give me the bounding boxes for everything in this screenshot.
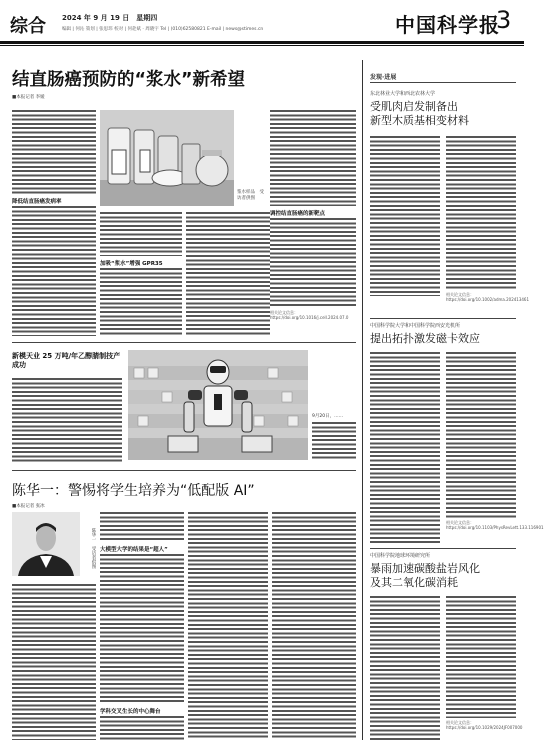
r3-title-line2: 及其二氧化碳消耗 — [370, 576, 458, 589]
interview-text-col1 — [12, 584, 96, 740]
right-section-label: 发现·进展 — [370, 74, 397, 81]
robot-photo-caption: 9月20日，…… — [312, 414, 344, 419]
interview-text-col4 — [272, 512, 356, 740]
main-subhead-3: 调控结直肠癌的新靶点 — [270, 211, 326, 217]
main-text-col2 — [100, 212, 182, 256]
r2-text-col1 — [370, 352, 440, 544]
interview-byline: ■本报记者 张冰 — [12, 504, 45, 509]
humanoid-robot-photo — [128, 350, 308, 460]
interview-text-col3 — [188, 512, 268, 740]
main-text-col4b — [270, 218, 356, 306]
r1-title-line1: 受肌肉启发制备出 — [370, 100, 458, 113]
header-rule — [0, 41, 524, 44]
column-divider — [362, 60, 363, 740]
r3-text-col2 — [446, 596, 516, 718]
r1-kicker: 东北林业大学和西北农林大学 — [370, 91, 436, 97]
staff-line: 编辑 | 何沁 策划 | 张思玮 校对 | 何赴斌 · 周晓宇 Tel | (010)62580821 E-mail | news@stimes.cn — [62, 27, 264, 32]
r2-url: 相关论文信息：https://doi.org/10.1103/PhysRevLett.133.116901 — [446, 520, 544, 530]
main-text-col3 — [186, 212, 270, 336]
interview-headline: 陈华一：警惕将学生培养为“低配版 AI” — [12, 483, 255, 499]
fermented-jars-photo — [100, 110, 234, 206]
right-rule-1 — [370, 318, 516, 319]
header-rule-thin — [0, 45, 524, 46]
r3-text-col1 — [370, 596, 440, 740]
right-rule-2 — [370, 548, 516, 549]
interview-subhead-2: 学科交叉生长的中心舞台 — [100, 709, 161, 715]
main-headline: 结直肠癌预防的“浆水”新希望 — [12, 70, 246, 90]
r3-kicker: 中国科学院地球环境研究所 — [370, 553, 431, 559]
interview-subhead-1: 大模型大学的结果是“超人” — [100, 547, 168, 553]
main-text-col4 — [270, 110, 356, 206]
masthead-logo: 中国科学报 — [395, 13, 500, 37]
section-name: 综合 — [10, 16, 46, 37]
main-text-col1 — [12, 110, 96, 194]
brief-text — [12, 378, 122, 464]
robot-caption-text — [312, 422, 356, 460]
issue-date: 2024 年 9 月 19 日 星期四 — [62, 14, 158, 22]
main-subhead-2: 加吸“浆水”增强 GPR35 — [100, 261, 163, 267]
interview-text-col2b — [100, 554, 184, 704]
r3-title-line1: 暴雨加速碳酸盐岩风化 — [370, 562, 480, 575]
right-label-rule — [370, 82, 516, 83]
brief-headline: 新模天业 25 万吨/年乙醇腈制技产成功 — [12, 352, 121, 369]
r1-text-col1 — [370, 136, 440, 296]
main-text-col2b — [100, 268, 182, 336]
main-subhead-1: 降低结直肠癌发病率 — [12, 199, 62, 205]
r2-title: 提出拓扑激发磁卡效应 — [370, 332, 480, 345]
main-byline: ■本报记者 李媛 — [12, 95, 45, 100]
interview-text-col2a — [100, 512, 184, 542]
r3-url: 相关论文信息：https://doi.org/10.1029/2024JF007000 — [446, 720, 523, 730]
r1-text-col2 — [446, 136, 516, 290]
page-number: 3 — [496, 6, 512, 34]
jars-photo-caption: 浆水样品 受访者供图 — [237, 190, 264, 201]
main-text-col1b — [12, 206, 96, 336]
page-header — [0, 0, 524, 46]
r1-url: 相关论文信息：https://doi.org/10.1002/adma.202413461 — [446, 292, 530, 302]
main-end-note: 相关论文信息：https://doi.org/10.1016/j.cell.2024.07.0 — [270, 310, 349, 320]
portrait-photo — [12, 512, 80, 576]
section-rule-1 — [12, 342, 356, 343]
r2-kicker: 中国科学院大学和中国科学院西安光机所 — [370, 323, 461, 329]
r1-title-line2: 新型木质基相变材料 — [370, 114, 469, 127]
r2-text-col2 — [446, 352, 516, 518]
portrait-caption: 陈华一 受访者供图 — [91, 528, 96, 569]
interview-text-col2c — [100, 716, 184, 740]
section-rule-2 — [12, 470, 356, 471]
